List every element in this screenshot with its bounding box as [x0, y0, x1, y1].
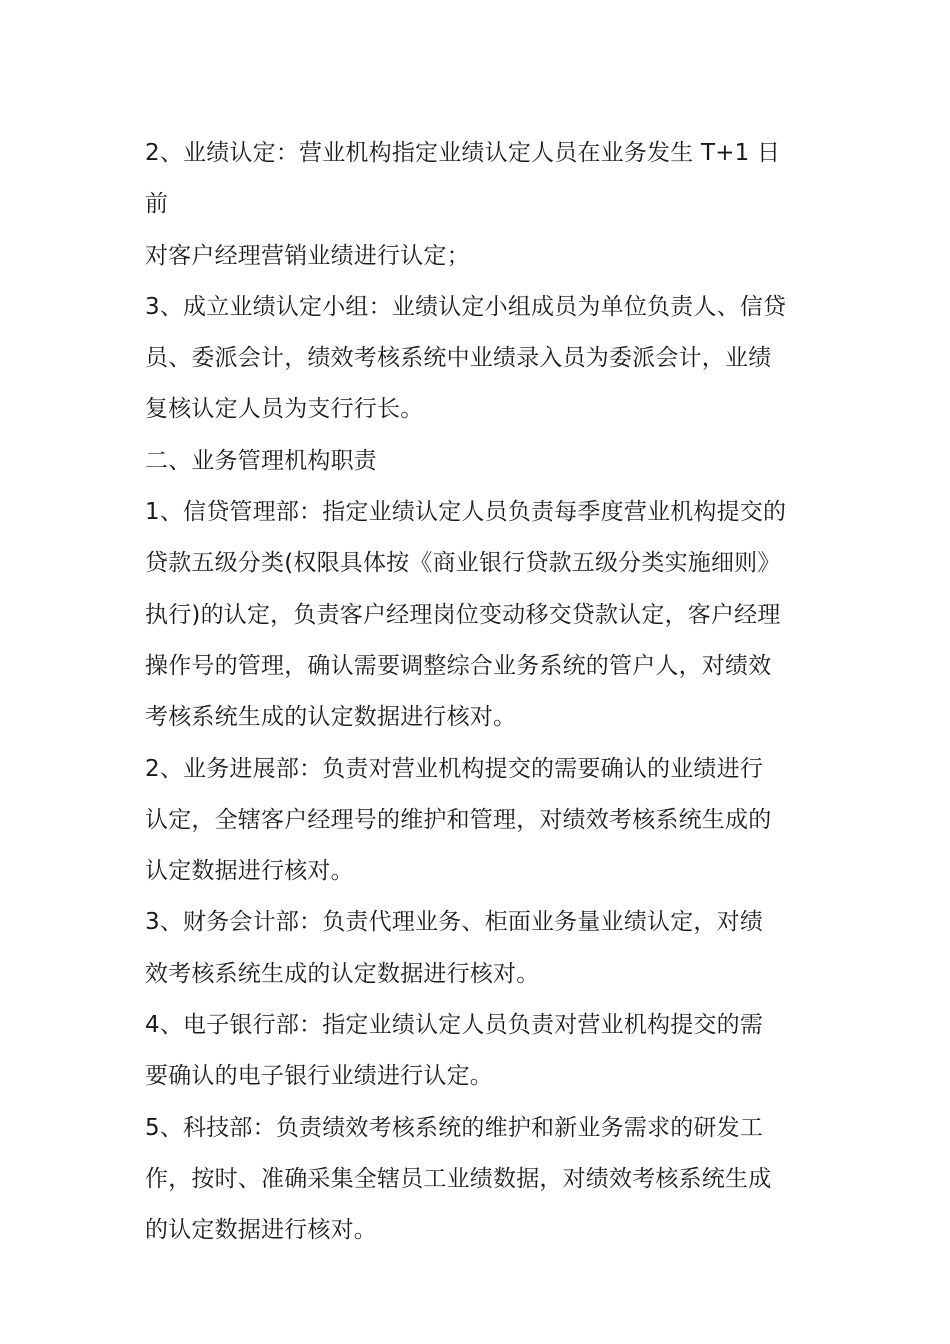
text-line-20: 5、科技部：负责绩效考核系统的维护和新业务需求的研发工	[145, 1114, 764, 1141]
text-line-12: 考核系统生成的认定数据进行核对。	[145, 704, 517, 731]
text-line-14: 认定，全辖客户经理号的维护和管理，对绩效考核系统生成的	[145, 806, 772, 833]
text-line-13: 2、业务进展部：负责对营业机构提交的需要确认的业绩进行	[145, 755, 764, 782]
text-line-8: 1、信贷管理部：指定业绩认定人员负责每季度营业机构提交的	[145, 499, 787, 526]
text-line-21: 作，按时、准确采集全辖员工业绩数据，对绩效考核系统生成	[145, 1165, 772, 1192]
document-body	[145, 128, 810, 1257]
text-line-15: 认定数据进行核对。	[145, 858, 354, 885]
section-heading: 二、业务管理机构职责	[145, 447, 377, 474]
text-line-5: 员、委派会计，绩效考核系统中业绩录入员为委派会计，业绩	[145, 345, 772, 372]
text-line-2: 前	[145, 191, 169, 218]
text-line-6: 复核认定人员为支行行长。	[145, 396, 424, 423]
text-line-9: 贷款五级分类(权限具体按《商业银行贷款五级分类实施细则》	[145, 550, 781, 577]
text-line-1: 2、业绩认定：营业机构指定业绩认定人员在业务发生 T+1 日	[145, 140, 781, 166]
text-line-17: 效考核系统生成的认定数据进行核对。	[145, 960, 540, 987]
text-line-22: 的认定数据进行核对。	[145, 1217, 377, 1244]
text-line-11: 操作号的管理，确认需要调整综合业务系统的管户人，对绩效	[145, 652, 772, 679]
text-line-19: 要确认的电子银行业绩进行认定。	[145, 1063, 493, 1090]
text-line-16: 3、财务会计部：负责代理业务、柜面业务量业绩认定，对绩	[145, 909, 764, 936]
text-line-3: 对客户经理营销业绩进行认定；	[145, 242, 470, 269]
text-line-18: 4、电子银行部：指定业绩认定人员负责对营业机构提交的需	[145, 1012, 764, 1039]
text-line-10: 执行)的认定，负责客户经理岗位变动移交贷款认定，客户经理	[145, 601, 781, 628]
text-line-4: 3、成立业绩认定小组：业绩认定小组成员为单位负责人、信贷	[145, 293, 787, 320]
